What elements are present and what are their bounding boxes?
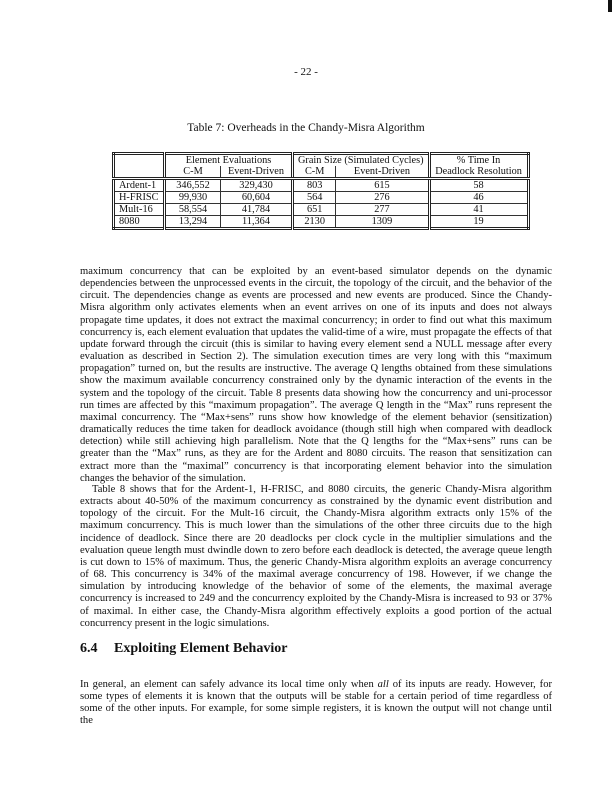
subheader: C-M [293,166,336,179]
cell: 651 [293,204,336,216]
cell: 564 [293,192,336,204]
cell: 58,554 [165,204,221,216]
table-caption: Table 7: Overheads in the Chandy-Misra Algorithm [187,122,425,134]
scan-mark [608,0,612,12]
cell: Mult-16 [114,204,165,216]
header-grain-size: Grain Size (Simulated Cycles) [293,154,430,167]
cell: 99,930 [165,192,221,204]
section-number: 6.4 [80,641,98,656]
cell: 11,364 [221,216,293,229]
overheads-table [112,152,530,230]
table-row [114,179,529,192]
body-paragraph: Table 8 shows that for the Ardent-1, H-FRISC, and 8080 circuits, the generic Chandy-Misra algorithm extracts about 40-50% of the maximum concurrency as constrained by the dynamic event distribution and topology of the circuit. For the Mult-16 circuit, the Chandy-Misra algorithm extracts only 15% of the maximum concurrency. This is much lower than the simulations of the other three circuits due to the high incidence of deadlock. Since there are 20 deadlocks per clock cycle in the multiplier simulations and the evaluation queue length must dwindle down to zero before each deadlock is detected, the average queue length is cut down to 15% of maximum. Thus, the generic Chandy-Misra algorithm exploits an average concurrency of 68. This concurrency is 34% of the maximal average concurrency of 198. However, if we change the simulation by introducing knowledge of the behavior of some of the elements, the maximal average concurrency is increased to 249 and the concurrency exploited by the Chandy-Misra is increased to 93 or 37% of maximal. In either case, the Chandy-Misra algorithm effectively exploits a good portion of the actual concurrency present in the logic simulations. [80,484,552,629]
section-title: Exploiting Element Behavior [114,641,288,656]
text-run: of its inputs are ready. However, for some types of elements it is known that the outputs will be stable for a certain period of time regardless of some of the other inputs. For example, for some simple registers, it is known the output will not change until the [80,679,552,727]
cell: 2130 [293,216,336,229]
header-element-evaluations: Element Evaluations [165,154,293,167]
header-time-in: % Time In [429,154,528,167]
body-paragraph: maximum concurrency that can be exploited by an event-based simulator depends on the dynamic dependencies between the unprocessed events in the circuit, the topology of the circuit, and the behavior of the circuit. The dependencies change as events are processed and new events are produced. Since the Chandy-Misra algorithm only activates elements when an event arrives on one of its inputs and does not always propagate time updates, it does not extract the maximal concurrency; in order to find out what this maximum concurrency is, each element evaluation that updates the valid-time of a wire, must propagate the effects of that update forward through the circuit (this is similar to having every element send a NULL message after every evaluation as described in Section 2). The simulation execution times are very long with this “maximum propagation” turned on, but the results are instructive. The average Q lengths obtained from these simulations show the maximum available concurrency constrained only by the dynamic interaction of the events in the system and the topology of the circuit. Table 8 presents data showing how the concurrency and uni-processor run times are affected by this “maximum propagation”. The average Q length in the “Max” runs represent the maximal concurrency. The “Max+sens” runs show how knowledge of the element behavior (sensitization) dramatically reduces the time taken for deadlock avoidance (though still high when compared with deadlock detection) while still achieving high parallelism. Note that the Q lengths for the “Max+sens” runs can be greater than the “Max” runs, as they are for the Ardent and 8080 circuits. The reason that sensitization can extract more than the “maximal” concurrency is that incorporating element behavior into the simulation changes the behavior of the simulation. [80,266,552,484]
cell: 615 [336,179,429,192]
cell: 19 [429,216,528,229]
subheader: Event-Driven [221,166,293,179]
cell: 41,784 [221,204,293,216]
body-paragraph [80,679,552,728]
cell: 58 [429,179,528,192]
cell: 346,552 [165,179,221,192]
table-row [114,192,529,204]
cell: 277 [336,204,429,216]
cell: 8080 [114,216,165,229]
table-group-header [114,154,529,167]
text-run: In general, an element can safely advance its local time only when [80,679,378,690]
cell: H-FRISC [114,192,165,204]
emphasis: all [377,679,389,690]
table-row [114,204,529,216]
subheader: C-M [165,166,221,179]
table-row [114,216,529,229]
section-heading [80,641,287,657]
cell: 46 [429,192,528,204]
cell: 13,294 [165,216,221,229]
cell: 803 [293,179,336,192]
cell: 60,604 [221,192,293,204]
table-sub-header [114,166,529,179]
subheader: Event-Driven [336,166,429,179]
subheader: Deadlock Resolution [429,166,528,179]
cell: 329,430 [221,179,293,192]
cell: 276 [336,192,429,204]
cell: 41 [429,204,528,216]
page-number: - 22 - [294,66,318,78]
cell: 1309 [336,216,429,229]
cell: Ardent-1 [114,179,165,192]
